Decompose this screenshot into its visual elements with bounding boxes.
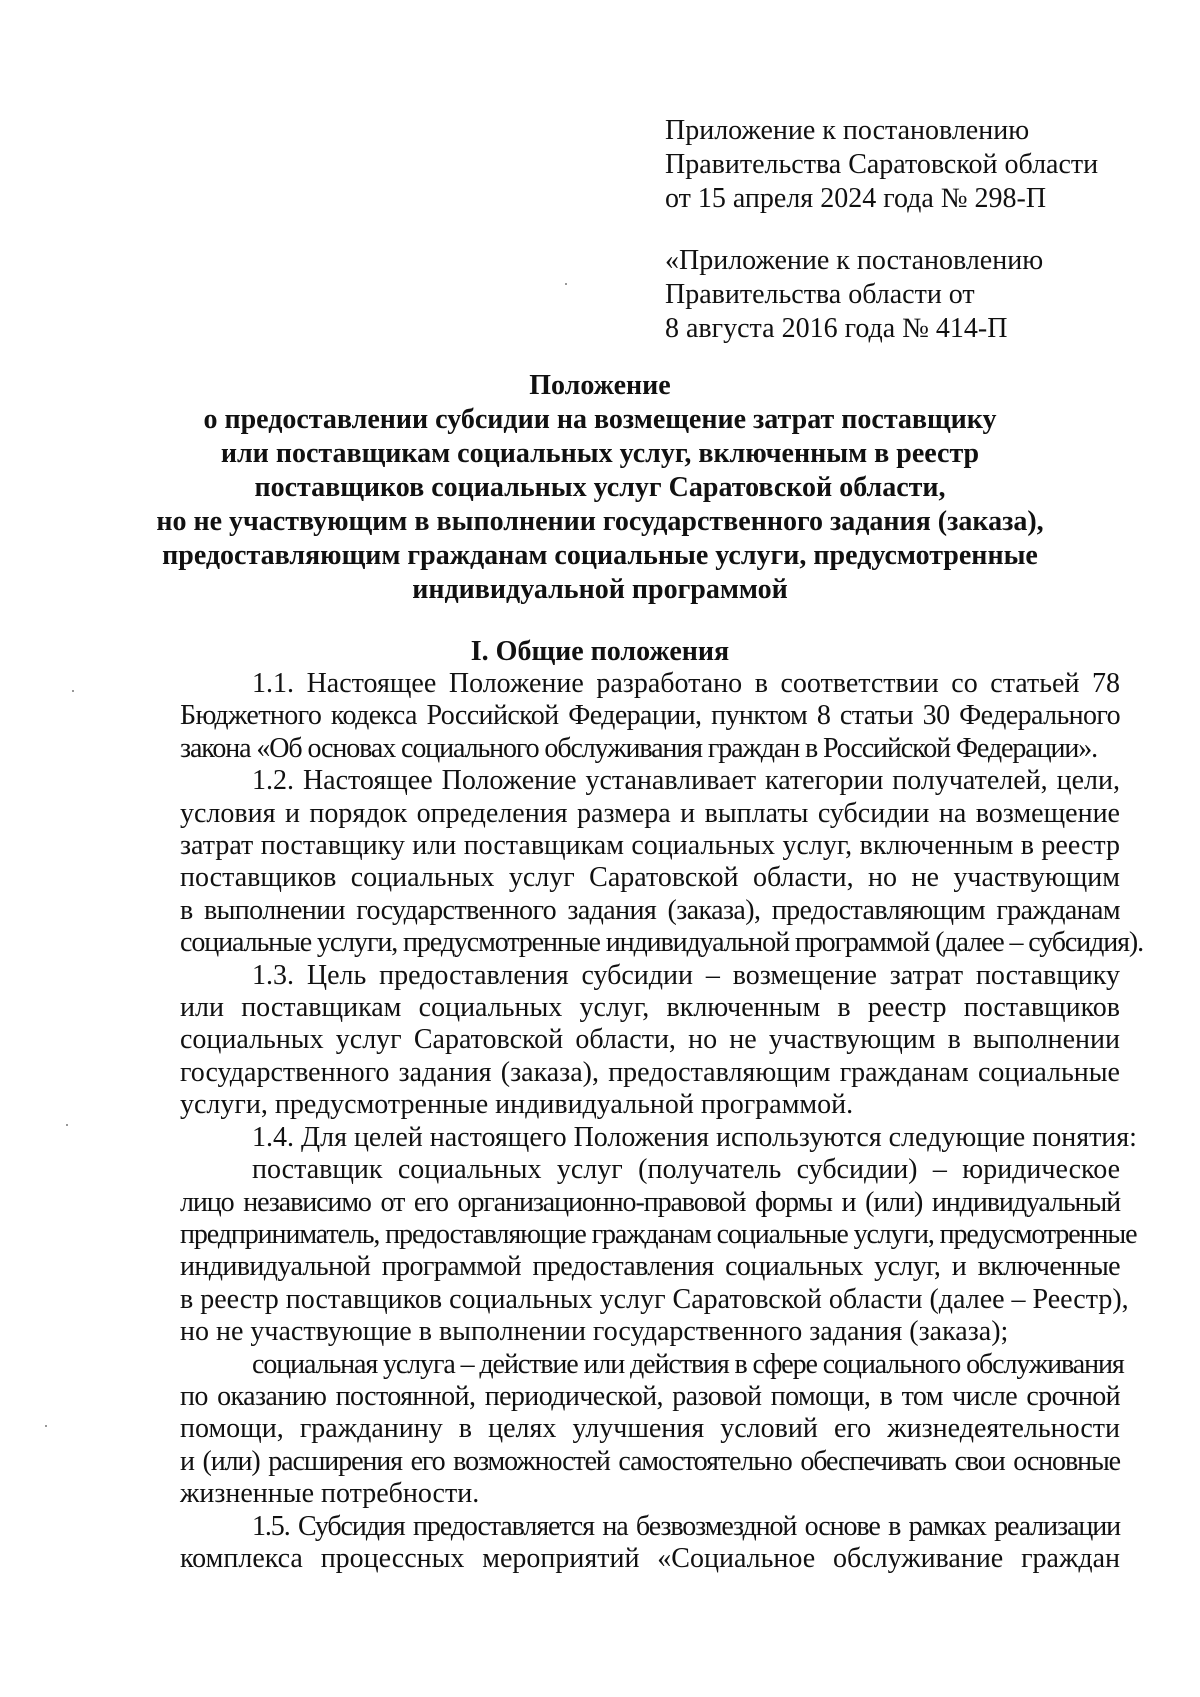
paragraph-line: затрат поставщику или поставщикам социальных услуг, включенным в реестр	[180, 830, 1120, 862]
paragraph-line: индивидуальной программой предоставления социальных услуг, и включенные	[180, 1251, 1120, 1283]
paragraph-line: 1.2. Настоящее Положение устанавливает категории получателей, цели,	[252, 765, 1120, 797]
paragraph-line: и (или) расширения его возможностей самостоятельно обеспечивать свои основные	[180, 1445, 1120, 1477]
paragraph-line: социальные услуги, предусмотренные индивидуальной программой (далее – субсидия).	[180, 927, 1144, 959]
paragraph-line: закона «Об основах социального обслуживания граждан в Российской Федерации».	[180, 732, 1098, 764]
paragraph-line: лицо независимо от его организационно-правовой формы и (или) индивидуальный	[180, 1186, 1120, 1218]
paragraph-line: жизненные потребности.	[180, 1478, 480, 1510]
title-line: или поставщикам социальных услуг, включенным в реестр	[220, 438, 980, 469]
paragraph-line: или поставщикам социальных услуг, включенным в реестр поставщиков	[180, 992, 1120, 1024]
paragraph-line: социальная услуга – действие или действия в сфере социального обслуживания	[252, 1348, 1124, 1380]
appendix-reference-original	[665, 244, 1135, 346]
paragraph-line: комплекса процессных мероприятий «Социальное обслуживание граждан	[180, 1542, 1120, 1574]
paragraph-line: условия и порядок определения размера и выплаты субсидии на возмещение	[180, 797, 1120, 829]
paragraph-line: 1.4. Для целей настоящего Положения используются следующие понятия:	[252, 1121, 1137, 1153]
appendix-line: «Приложение к постановлению	[665, 245, 1044, 276]
paragraph-line: государственного задания (заказа), предоставляющим гражданам социальные	[180, 1056, 1120, 1088]
appendix-line: 8 августа 2016 года № 414-П	[665, 313, 1008, 344]
document-title	[150, 369, 1050, 607]
paragraph-line: 1.5. Субсидия предоставляется на безвозмездной основе в рамках реализации	[252, 1510, 1120, 1542]
title-line: предоставляющим гражданам социальные услуги, предусмотренные	[162, 540, 1038, 571]
appendix-line: от 15 апреля 2024 года № 298-П	[665, 183, 1047, 214]
appendix-line: Правительства Саратовской области	[665, 149, 1099, 180]
paragraph-line: но не участвующие в выполнении государственного задания (заказа);	[180, 1316, 1009, 1348]
paragraph-line: в выполнении государственного задания (заказа), предоставляющим гражданам	[180, 894, 1120, 926]
paragraph-line: 1.1. Настоящее Положение разработано в соответствии со статьей 78	[252, 668, 1120, 699]
appendix-reference-current	[665, 114, 1135, 216]
title-heading: Положение	[529, 370, 671, 401]
appendix-line: Правительства области от	[665, 279, 975, 310]
paragraph-line: в реестр поставщиков социальных услуг Саратовской области (далее – Реестр),	[180, 1283, 1129, 1315]
paragraph-line: предприниматель, предоставляющие гражданам социальные услуги, предусмотренные	[180, 1218, 1137, 1250]
section-heading: I. Общие положения	[470, 636, 730, 667]
paragraph-line: социальных услуг Саратовской области, но не участвующим в выполнении	[180, 1024, 1120, 1056]
paragraph-line: Бюджетного кодекса Российской Федерации, пунктом 8 статьи 30 Федерального	[180, 700, 1120, 732]
paragraph-line: поставщиков социальных услуг Саратовской области, но не участвующим	[180, 862, 1120, 894]
paragraph-line: 1.3. Цель предоставления субсидии – возмещение затрат поставщику	[252, 959, 1120, 991]
section-body	[180, 668, 1144, 1575]
paragraph-line: по оказанию постоянной, периодической, разовой помощи, в том числе срочной	[180, 1380, 1120, 1412]
title-line: индивидуальной программой	[412, 574, 788, 605]
title-line: о предоставлении субсидии на возмещение затрат поставщику	[203, 404, 997, 435]
paragraph-line: помощи, гражданину в целях улучшения условий его жизнедеятельности	[180, 1413, 1120, 1445]
paragraph-line: поставщик социальных услуг (получатель субсидии) – юридическое	[252, 1154, 1120, 1186]
paragraph-line: услуги, предусмотренные индивидуальной программой.	[180, 1089, 854, 1121]
appendix-line: Приложение к постановлению	[665, 115, 1030, 146]
title-line: поставщиков социальных услуг Саратовской области,	[254, 472, 946, 503]
title-line: но не участвующим в выполнении государственного задания (заказа),	[156, 506, 1044, 537]
